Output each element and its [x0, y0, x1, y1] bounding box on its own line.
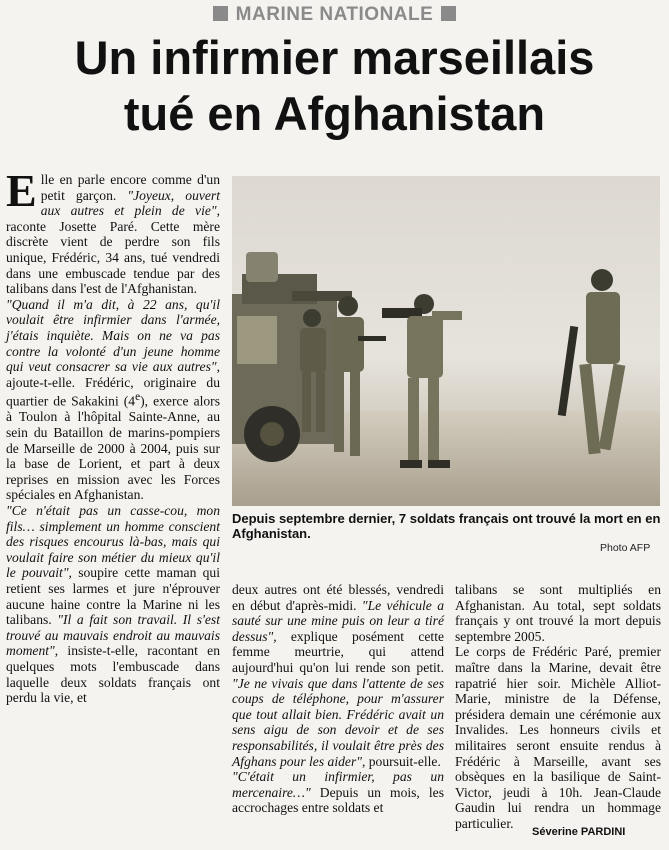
soldiers-illustration — [232, 176, 660, 506]
photo-credit: Photo AFP — [600, 542, 651, 554]
superscript: e — [135, 391, 141, 404]
body-text: , ajoute-t-elle. Frédéric, originaire du quartier de Sakakini (4 — [6, 359, 220, 409]
photo-caption: Depuis septembre dernier, 7 soldats français ont trouvé la mort en en Afghanistan. — [232, 511, 661, 541]
headline-line-2: tué en Afghanistan — [123, 87, 546, 140]
soldier-icon — [332, 296, 386, 456]
body-text: Depuis un mois, les accrochages entre soldats et — [232, 784, 444, 816]
quote: "Je ne vivais que dans l'attente de ses coups de téléphone, pour m'assurer que tout allait bien. Frédéric avait un sens aigu de son devoir et de ses responsabilités, il voulait être près des Afghans pour les aider" — [232, 675, 444, 769]
body-text: , soupire cette maman qui retient ses larmes et jure n'éprouver aucune haine contre la Marine ni les talibans. — [6, 565, 220, 628]
body-text: talibans se sont multipliés en Afghanistan. Au total, sept soldats français y ont trouvé la mort depuis septembre 2005. — [455, 582, 661, 644]
rubric — [0, 4, 669, 26]
body-text: , raconte Josette Paré. Cette mère discrète vient de perdre son fils unique, Frédéric, 34 ans, tué vendredi dans une embuscade tendue par des talibans dans l'est de l'Afghanistan. — [6, 203, 220, 297]
article-column-2 — [232, 582, 444, 816]
quote: "Le véhicule a sauté sur une mine puis on leur a tiré dessus" — [232, 597, 444, 644]
body-text: ), exerce alors à Toulon à l'hôpital Sainte-Anne, au sein du Bataillon de marins-pompiers de Marseille de 2000 à 2004, puis sur la base de Lorient, et part à deux reprises en mission avec les Forces spéciales en Afghanistan. — [6, 393, 220, 503]
quote: "Il a fait son travail. Il s'est trouvé au mauvais endroit au mauvais moment" — [6, 612, 220, 659]
article-column-3 — [455, 582, 661, 832]
quote: "C'était un infirmier, pas un mercenaire…" — [232, 769, 444, 800]
rubric-label: MARINE NATIONALE — [235, 4, 434, 25]
cameraman-soldier-icon — [382, 294, 462, 468]
body-text: , poursuit-elle. — [361, 753, 441, 769]
quote: "Ce n'était pas un casse-cou, mon fils… simplement un homme conscient des risques encourus là-bas, mais qui voulait faire son métier du mieux qu'il le pouvait" — [6, 503, 220, 581]
article-column-1 — [6, 165, 221, 706]
body-text: , insiste-t-elle, racontant en quelques mots l'embuscade dans laquelle deux soldats français ont perdu la vie, et — [6, 643, 220, 706]
body-text: , explique posément cette femme meurtrie, qui attend aujourd'hui qu'on lui rende son petit. — [232, 628, 444, 675]
quote: "Joyeux, ouvert aux autres et plein de vie" — [40, 187, 221, 219]
news-photo — [232, 176, 660, 506]
square-bullet-icon — [441, 6, 456, 21]
headline-line-1: Un infirmier marseillais — [74, 31, 595, 84]
drop-cap: E — [6, 165, 37, 216]
body-text: lle en parle encore comme d'un petit garçon. — [40, 172, 220, 203]
author-byline: Séverine PARDINI — [532, 826, 626, 838]
walking-soldier-icon — [558, 269, 626, 454]
headline — [0, 30, 669, 142]
square-bullet-icon — [213, 6, 228, 21]
body-text: deux autres ont été blessés, vendredi en début d'après-midi. — [232, 582, 444, 613]
quote: "Quand il m'a dit, à 22 ans, qu'il voulait être infirmier dans l'armée, j'étais inquiète. Mais on ne va pas contre la volonté d'un jeune homme qui veut consacrer sa vie aux autres" — [6, 296, 220, 375]
body-text: Le corps de Frédéric Paré, premier maître dans la Marine, devait être rapatrié hier soir. Michèle Alliot-Marie, ministre de la Défense, présidera demain une cérémonie aux Invalides. Les honneurs civils et militaires seront ensuite rendus à Frédéric à Marseille, avant ses obsèques en la basilique de Saint-Victor, jeudi à 10h. Jean-Claude Gaudin lui rendra un hommage particulier. — [455, 644, 661, 831]
